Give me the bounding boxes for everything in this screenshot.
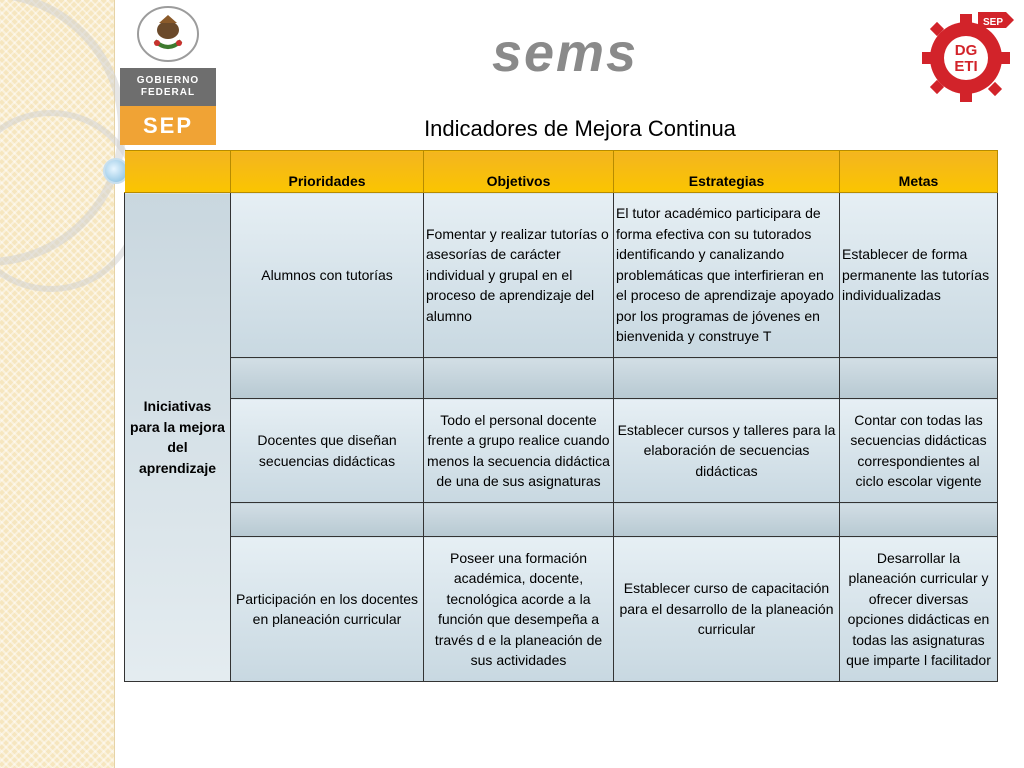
table-header-row [125,151,998,193]
header-prioridades: Prioridades [231,151,424,193]
meta-cell: Establecer de forma permanente las tutorías individualizadas [840,193,998,358]
table-row [125,193,998,358]
header-metas: Metas [840,151,998,193]
spacer-row [125,503,998,537]
dgeti-gear-logo [920,4,1016,104]
spacer-row [125,358,998,399]
header-corner [125,151,231,193]
page-title: Indicadores de Mejora Continua [424,116,736,141]
category-cell: Iniciativas para la mejora del aprendizaje [125,193,231,682]
sep-government-logo [120,0,216,145]
header-estrategias: Estrategias [614,151,840,193]
prioridad-cell: Docentes que diseñan secuencias didácticas [231,399,424,503]
sep-label: SEP [120,106,216,145]
sems-logo: sems [491,23,639,83]
objetivo-cell: Poseer una formación académica, docente, tecnológica acorde a la función que desempeña a través d e la planeación de sus actividades [424,537,614,682]
prioridad-cell: Alumnos con tutorías [231,193,424,358]
mexican-seal-icon [120,0,216,68]
header-objetivos: Objetivos [424,151,614,193]
estrategia-cell: Establecer cursos y talleres para la elaboración de secuencias didácticas [614,399,840,503]
table-row [125,399,998,503]
dgeti-sep-badge: SEP [982,17,1004,28]
meta-cell: Contar con todas las secuencias didácticas correspondientes al ciclo escolar vigente [840,399,998,503]
gobierno-label: GOBIERNO [136,75,200,86]
estrategia-cell: Establecer curso de capacitación para el desarrollo de la planeación curricular [614,537,840,682]
gobierno-federal-label [120,68,216,106]
table-row [125,537,998,682]
dgeti-text-1: DG [954,42,978,59]
meta-cell: Desarrollar la planeación curricular y ofrecer diversas opciones didácticas en todas las asignaturas que imparte l facilitador [840,537,998,682]
objetivo-cell: Fomentar y realizar tutorías o asesorías de carácter individual y grupal en el proceso de aprendizaje del alumno [424,193,614,358]
federal-label: FEDERAL [140,87,196,98]
prioridad-cell: Participación en los docentes en planeación curricular [231,537,424,682]
estrategia-cell: El tutor académico participara de forma efectiva con su tutorados identificando y canalizando problemáticas que interfirieran en el proceso de aprendizaje apoyado por los programas de jóvenes en bienvenida y construye T [614,193,840,358]
dgeti-text-2: ETI [954,58,978,75]
indicators-table [124,150,998,682]
objetivo-cell: Todo el personal docente frente a grupo realice cuando menos la secuencia didáctica de una de sus asignaturas [424,399,614,503]
decorative-left-strip [0,0,115,768]
